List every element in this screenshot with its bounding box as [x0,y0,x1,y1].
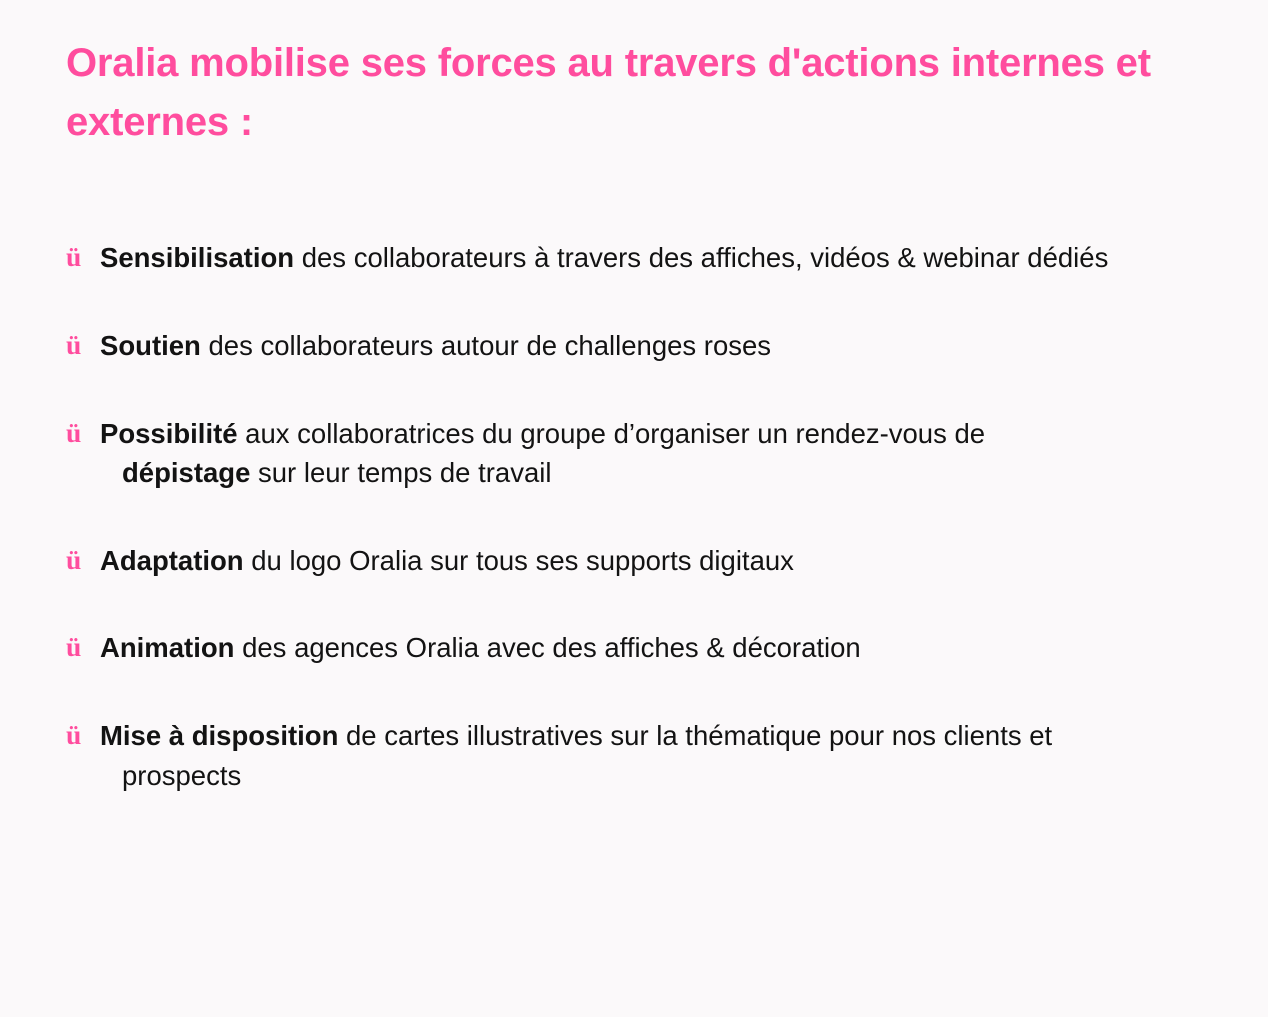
list-item-text [100,326,1228,366]
list-item-rest: de cartes illustratives sur la thématique pour nos clients et [338,719,1053,751]
list-item-lead: Sensibilisation [100,242,295,274]
list-item-rest: du logo Oralia sur tous ses supports digitaux [243,544,794,576]
list-item [66,628,1228,668]
list-item-lead: Adaptation [100,544,244,576]
page-title: Oralia mobilise ses forces au travers d'actions internes et externes : [66,41,1151,145]
list-item-text [100,238,1228,278]
list-item-text [100,541,1228,581]
list-item [66,326,1228,366]
list-item [66,541,1228,581]
bullet-marker-icon: ü [66,631,82,663]
list-item-rest: des agences Oralia avec des affiches & décoration [234,632,861,664]
list-item-lead: Possibilité [100,417,238,449]
list-item-rest: des collaborateurs autour de challenges roses [200,329,772,361]
list-item-text [100,628,1228,668]
list-item-continuation [100,756,1228,796]
list-item-lead: Soutien [100,329,201,361]
list-item-lead: Mise à disposition [100,719,339,751]
list-item-lead: Animation [100,632,235,664]
list-item-continuation-rest: sur leur temps de travail [250,457,552,489]
list-item-rest: des collaborateurs à travers des affiches, vidéos & webinar dédiés [294,242,1109,274]
list-item [66,238,1228,278]
list-item-text [100,414,1228,493]
list-item-continuation-rest: prospects [122,759,242,791]
bullet-list [66,238,1228,795]
bullet-marker-icon: ü [66,416,82,448]
list-item-rest: aux collaboratrices du groupe d’organiser un rendez-vous de [237,417,986,449]
list-item-text [100,716,1228,795]
bullet-marker-icon: ü [66,543,82,575]
list-item [66,716,1228,795]
bullet-marker-icon: ü [66,718,82,750]
list-item [66,414,1228,493]
bullet-marker-icon: ü [66,328,82,360]
bullet-marker-icon: ü [66,241,82,273]
list-item-continuation-lead: dépistage [122,457,251,489]
list-item-continuation [100,453,1228,493]
